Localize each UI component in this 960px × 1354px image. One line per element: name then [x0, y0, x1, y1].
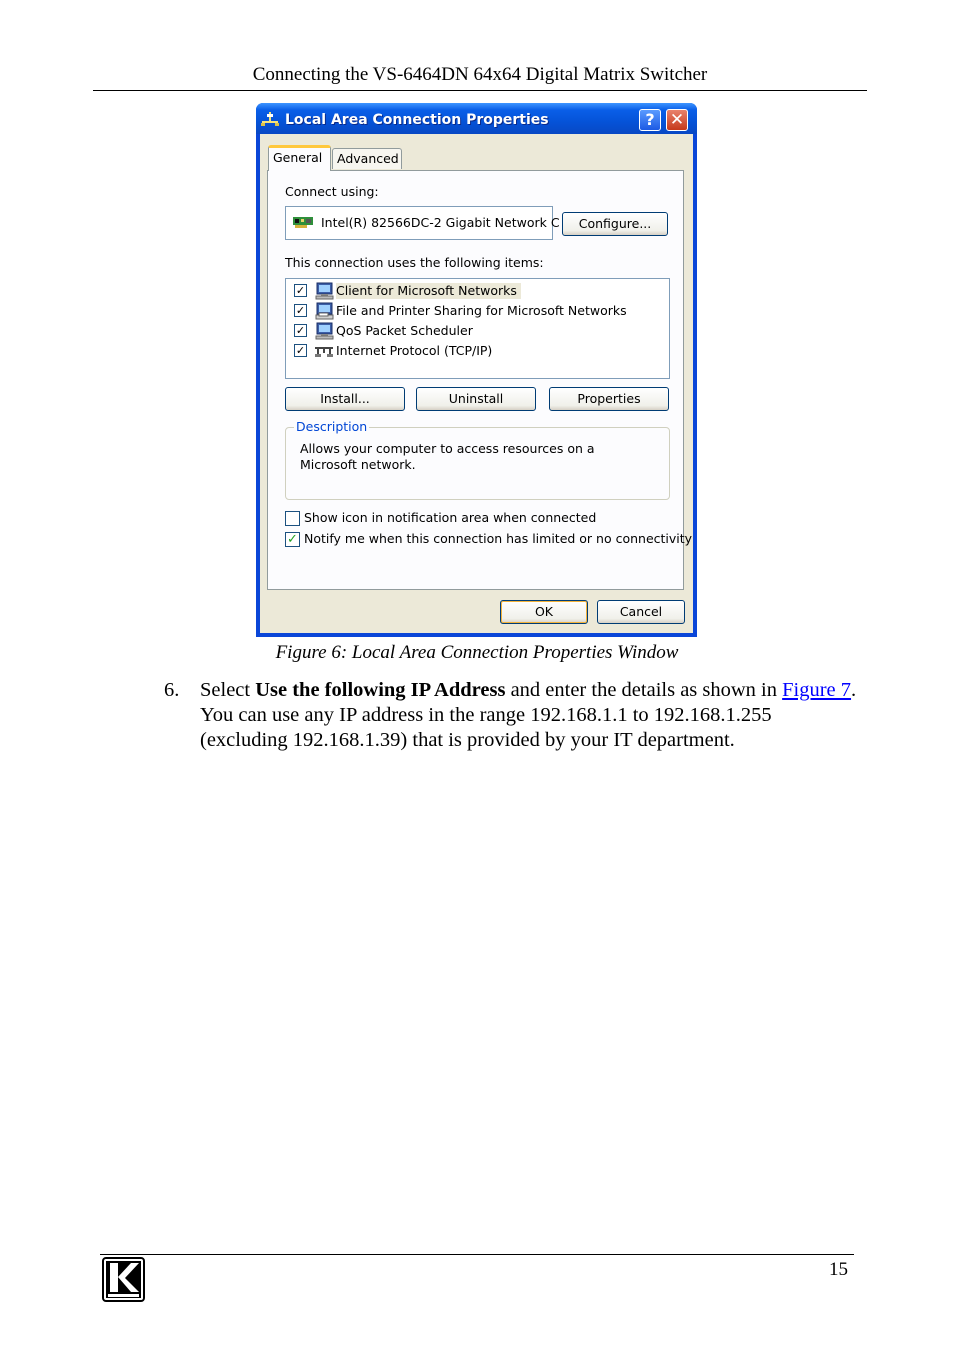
uninstall-button[interactable]: Uninstall: [416, 387, 536, 411]
kramer-logo-icon: [102, 1257, 145, 1302]
step-text-end: . You can use any IP address in the range 192.168.1.1 to 192.168.1.255 (excluding 192.168.1.39) that is provided by your IT department.: [200, 679, 857, 751]
description-group: [285, 419, 670, 500]
connect-using-label: Connect using:: [285, 184, 379, 199]
description-text: Allows your computer to access resources on a Microsoft network.: [300, 441, 595, 472]
item-label: Internet Protocol (TCP/IP): [336, 343, 493, 358]
protocol-icon: [314, 342, 334, 360]
network-connection-icon: [261, 112, 279, 126]
item-label: QoS Packet Scheduler: [336, 323, 473, 338]
item-checkbox[interactable]: ✓: [295, 304, 306, 317]
page-number: 15: [829, 1259, 848, 1280]
install-button[interactable]: Install...: [285, 387, 405, 411]
header-rule: [93, 90, 867, 91]
help-button[interactable]: ?: [639, 109, 661, 131]
dialog-title: Local Area Connection Properties: [285, 112, 549, 128]
item-checkbox[interactable]: ✓: [295, 344, 306, 357]
notify-label: Notify me when this connection has limited or no connectivity: [304, 531, 693, 546]
adapter-name: Intel(R) 82566DC-2 Gigabit Network C: [321, 215, 560, 230]
components-list[interactable]: [285, 278, 670, 379]
item-label: File and Printer Sharing for Microsoft Networks: [336, 303, 627, 318]
properties-button[interactable]: Properties: [549, 387, 669, 411]
tab-advanced[interactable]: Advanced: [332, 148, 402, 169]
items-label: This connection uses the following items:: [285, 255, 544, 270]
ok-button[interactable]: OK: [500, 600, 588, 624]
item-checkbox[interactable]: ✓: [295, 284, 306, 297]
figure-caption: Figure 6: Local Area Connection Properties Window: [275, 642, 679, 663]
file-printer-sharing-icon: [314, 302, 334, 320]
general-tab-panel: [267, 170, 693, 590]
network-adapter-icon: [293, 217, 313, 228]
step-text-start: Select: [200, 679, 256, 701]
configure-button[interactable]: Configure...: [562, 212, 668, 236]
show-icon-checkbox[interactable]: [285, 511, 300, 526]
description-legend: Description: [296, 419, 368, 434]
step-emphasis: Use the following IP Address: [255, 679, 506, 701]
step-number: 6.: [164, 679, 180, 701]
step-text: [200, 678, 860, 753]
notify-checkbox[interactable]: ✓: [285, 532, 300, 547]
network-client-icon: [314, 282, 334, 300]
close-button[interactable]: ✕: [666, 109, 688, 131]
item-checkbox[interactable]: ✓: [295, 324, 306, 337]
adapter-field: [285, 206, 560, 240]
item-label: Client for Microsoft Networks: [336, 283, 521, 299]
step-text-middle: and enter the details as shown in: [505, 679, 783, 701]
show-icon-label: Show icon in notification area when connected: [304, 510, 597, 525]
dialog-client-area: [260, 134, 693, 633]
title-bar[interactable]: [256, 103, 697, 134]
footer-rule: [100, 1254, 854, 1255]
running-header: Connecting the VS-6464DN 64x64 Digital Matrix Switcher: [252, 64, 708, 85]
tab-general[interactable]: General: [268, 145, 331, 171]
qos-scheduler-icon: [314, 322, 334, 340]
local-area-connection-properties-dialog: [256, 103, 697, 637]
figure-7-link[interactable]: Figure 7: [782, 679, 852, 701]
cancel-button[interactable]: Cancel: [597, 600, 685, 624]
